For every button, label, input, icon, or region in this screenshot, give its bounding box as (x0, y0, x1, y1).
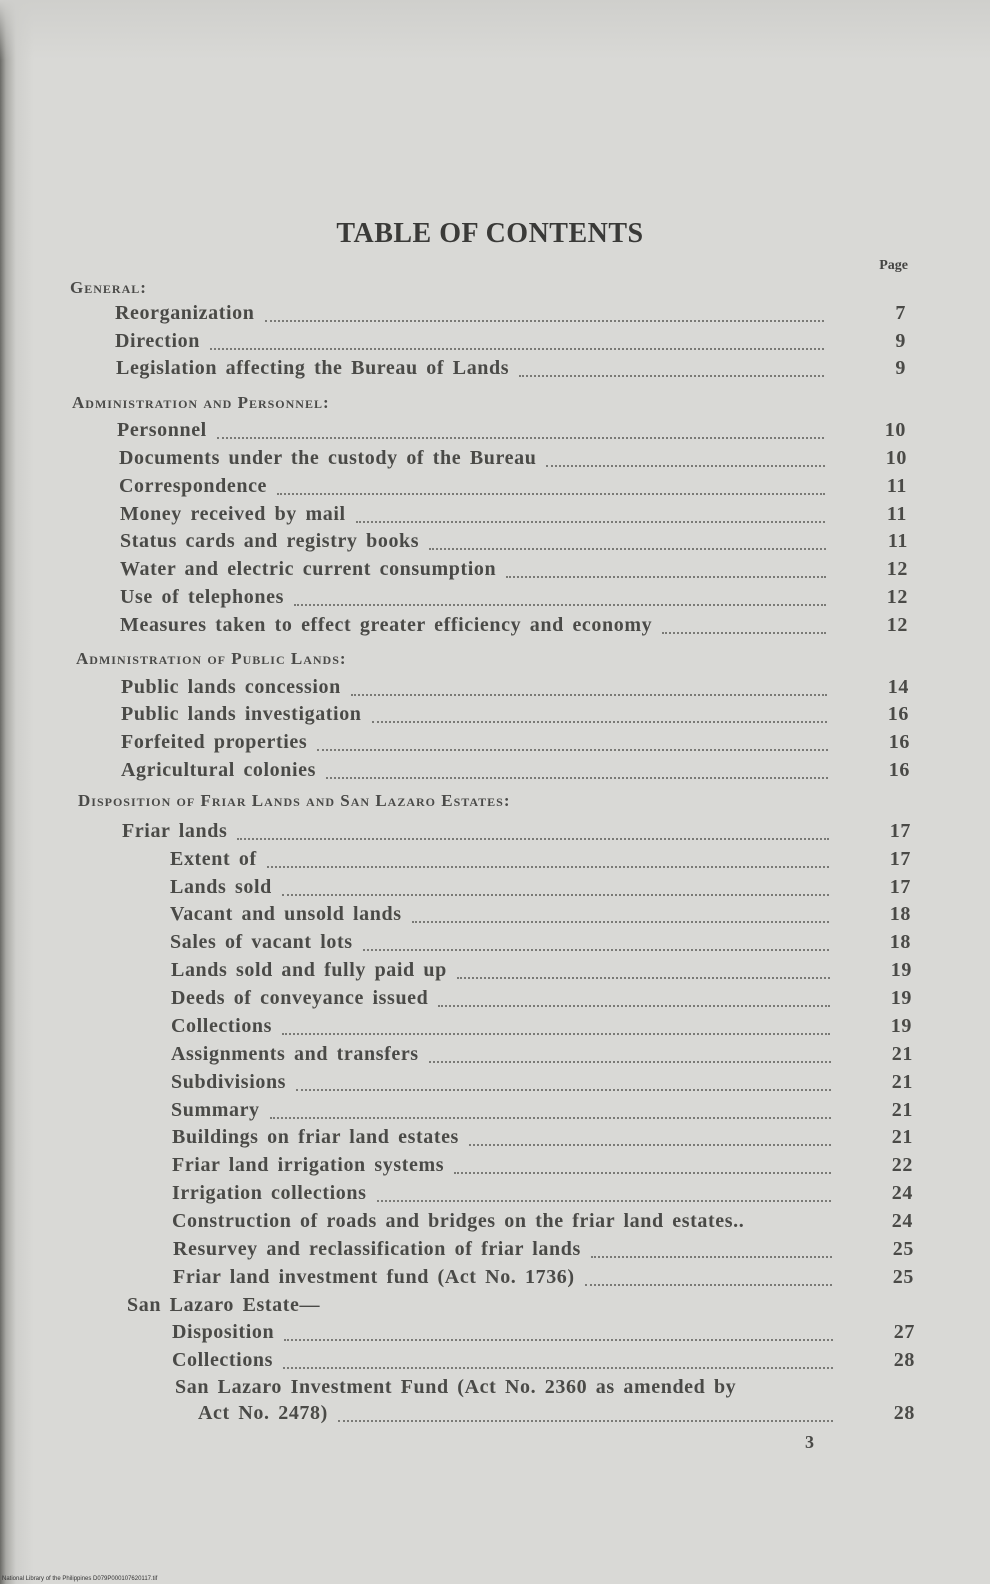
dot-leader (270, 1117, 831, 1119)
dot-leader (326, 777, 828, 779)
dot-leader (377, 1200, 831, 1202)
entry-page: 12 (886, 614, 908, 636)
toc-entry[interactable] (121, 703, 909, 729)
section-heading-administration-personnel: Administration and Personnel: (72, 393, 330, 412)
dot-leader (284, 1339, 833, 1341)
entry-label: Vacant and unsold lands (170, 903, 402, 925)
entry-label: Subdivisions (171, 1071, 287, 1093)
entry-label: Lands sold (170, 876, 272, 898)
toc-entry[interactable] (171, 1099, 913, 1125)
entry-page: 25 (892, 1266, 914, 1288)
entry-page: 19 (890, 1015, 912, 1037)
entry-label: Disposition (172, 1321, 275, 1343)
entry-label: Extent of (170, 848, 257, 870)
dot-leader (338, 1420, 833, 1422)
dot-leader (591, 1256, 832, 1258)
dot-leader (210, 348, 824, 350)
toc-entry[interactable] (116, 357, 906, 383)
entry-page: 7 (895, 302, 906, 324)
entry-page: 28 (893, 1349, 915, 1371)
entry-label: Collections (171, 1015, 273, 1037)
toc-entry[interactable] (175, 1376, 839, 1402)
entry-page: 18 (889, 931, 911, 953)
entry-label: Measures taken to effect greater efficiency and economy (120, 614, 653, 636)
entry-page: 12 (886, 558, 908, 580)
entry-label: Friar lands (122, 820, 228, 842)
entry-page: 21 (891, 1099, 913, 1121)
section-heading-public-lands: Administration of Public Lands: (76, 649, 347, 668)
dot-leader (282, 894, 829, 896)
entry-page: 11 (886, 503, 907, 525)
toc-entry[interactable] (120, 614, 908, 640)
dot-leader (296, 1089, 831, 1091)
entry-label: Correspondence (119, 475, 268, 497)
entry-label: Reorganization (115, 302, 255, 324)
toc-entry[interactable] (120, 530, 908, 556)
dot-leader (351, 694, 827, 696)
entry-label: Use of telephones (120, 586, 284, 608)
entry-label: Resurvey and reclassification of friar lands (173, 1238, 581, 1260)
section-heading-general: General: (70, 278, 147, 297)
entry-label: Irrigation collections (172, 1182, 367, 1204)
entry-label: San Lazaro Estate— (127, 1294, 321, 1316)
page-binding-edge (0, 0, 34, 1584)
entry-page: 18 (889, 903, 911, 925)
dot-leader (662, 632, 826, 634)
entry-page: 19 (890, 987, 912, 1009)
toc-entry[interactable] (171, 959, 912, 985)
toc-entry[interactable] (120, 558, 908, 584)
entry-label: Direction (115, 330, 201, 352)
toc-entry[interactable] (171, 1043, 913, 1069)
dot-leader (237, 838, 829, 840)
toc-entry[interactable] (170, 848, 911, 874)
toc-entry[interactable] (119, 475, 907, 501)
entry-page: 21 (891, 1126, 913, 1148)
toc-entry[interactable] (172, 1321, 915, 1347)
toc-entry[interactable] (121, 731, 910, 757)
entry-label: Sales of vacant lots (170, 931, 353, 953)
entry-label: Collections (172, 1349, 274, 1371)
entry-label: Assignments and transfers (171, 1043, 419, 1065)
toc-entry[interactable] (198, 1402, 915, 1428)
dot-leader (372, 721, 827, 723)
toc-entry[interactable] (173, 1238, 914, 1264)
toc-entry[interactable] (115, 330, 906, 356)
entry-page: 17 (889, 848, 911, 870)
dot-leader (412, 921, 829, 923)
toc-page (70, 0, 920, 1584)
toc-entry[interactable] (170, 903, 911, 929)
toc-entry[interactable] (173, 1266, 914, 1292)
page-title: TABLE OF CONTENTS (336, 218, 644, 249)
dot-leader (546, 465, 825, 467)
entry-page: 10 (885, 447, 907, 469)
entry-page: 16 (888, 731, 910, 753)
toc-entry[interactable] (119, 447, 907, 473)
entry-page: 11 (886, 475, 907, 497)
toc-entry[interactable] (121, 759, 910, 785)
entry-page: 21 (891, 1071, 913, 1093)
entry-label: Friar land irrigation systems (172, 1154, 445, 1176)
entry-page: 21 (891, 1043, 913, 1065)
entry-page: 27 (893, 1321, 915, 1343)
entry-page: 9 (895, 330, 906, 352)
entry-page: 10 (884, 419, 906, 441)
entry-page: 25 (892, 1238, 914, 1260)
toc-entry[interactable] (120, 586, 908, 612)
entry-label: Water and electric current consumption (120, 558, 497, 580)
dot-leader (438, 1005, 830, 1007)
entry-page: 17 (889, 876, 911, 898)
entry-label: Deeds of conveyance issued (171, 987, 429, 1009)
entry-label: Agricultural colonies (121, 759, 317, 781)
toc-entry[interactable] (172, 1349, 915, 1375)
entry-page: 16 (888, 759, 910, 781)
dot-leader (317, 749, 828, 751)
dot-leader (585, 1284, 832, 1286)
entry-page: 14 (887, 676, 909, 698)
toc-entry[interactable] (170, 876, 911, 902)
toc-entry[interactable] (172, 1126, 913, 1152)
toc-entry[interactable] (120, 503, 907, 529)
entry-label: Forfeited properties (121, 731, 308, 753)
dot-leader (454, 1172, 831, 1174)
toc-entry[interactable] (170, 931, 911, 957)
dot-leader (267, 866, 829, 868)
dot-leader (506, 576, 826, 578)
toc-entry[interactable] (172, 1154, 913, 1180)
dot-leader (294, 604, 826, 606)
dot-leader (429, 1061, 831, 1063)
entry-label: Buildings on friar land estates (172, 1126, 459, 1148)
dot-leader (469, 1144, 831, 1146)
dot-leader (283, 1367, 833, 1369)
entry-page: 24 (891, 1210, 913, 1232)
dot-leader (217, 437, 824, 439)
entry-page: 9 (895, 357, 906, 379)
entry-page: 28 (893, 1402, 915, 1424)
entry-label: Friar land investment fund (Act No. 1736) (173, 1266, 575, 1288)
entry-page: 16 (887, 703, 909, 725)
toc-subheading[interactable] (127, 1294, 838, 1320)
entry-label: Public lands concession (121, 676, 341, 698)
entry-label: Lands sold and fully paid up (171, 959, 447, 981)
toc-entry[interactable] (172, 1182, 913, 1208)
dot-leader (265, 320, 825, 322)
dot-leader (457, 977, 830, 979)
entry-label: Money received by mail (120, 503, 346, 525)
entry-label: Summary (171, 1099, 260, 1121)
entry-page: 19 (890, 959, 912, 981)
page-number: 3 (805, 1432, 814, 1452)
dot-leader (356, 521, 825, 523)
entry-label: Construction of roads and bridges on the friar land estates.. (172, 1210, 745, 1232)
entry-page: 24 (891, 1182, 913, 1204)
scan-footer-note: National Library of the Philippines D079P000107620117.tif (2, 1576, 158, 1582)
dot-leader (277, 493, 825, 495)
dot-leader (429, 548, 826, 550)
entry-page: 12 (886, 586, 908, 608)
entry-label: Status cards and registry books (120, 530, 420, 552)
toc-entry[interactable] (122, 820, 911, 846)
toc-entry[interactable] (171, 1071, 913, 1097)
toc-entry[interactable] (172, 1210, 913, 1236)
page-column-label: Page (879, 258, 908, 273)
dot-leader (363, 949, 829, 951)
dot-leader (282, 1033, 830, 1035)
entry-page: 22 (891, 1154, 913, 1176)
entry-label: Act No. 2478) (198, 1402, 328, 1424)
section-heading-friar-lands: Disposition of Friar Lands and San Lazaro Estates: (78, 791, 511, 810)
toc-entry[interactable] (117, 419, 906, 445)
toc-entry[interactable] (115, 302, 906, 328)
toc-entry[interactable] (171, 987, 912, 1013)
entry-label: Documents under the custody of the Bureau (119, 447, 537, 469)
entry-label: Legislation affecting the Bureau of Lands (116, 357, 510, 379)
dot-leader (519, 375, 824, 377)
toc-entry[interactable] (121, 676, 909, 702)
entry-page: 17 (889, 820, 911, 842)
toc-entry[interactable] (171, 1015, 912, 1041)
entry-page: 11 (887, 530, 908, 552)
entry-label: San Lazaro Investment Fund (Act No. 2360 as amended by (175, 1376, 737, 1398)
entry-label: Public lands investigation (121, 703, 362, 725)
entry-label: Personnel (117, 419, 207, 441)
